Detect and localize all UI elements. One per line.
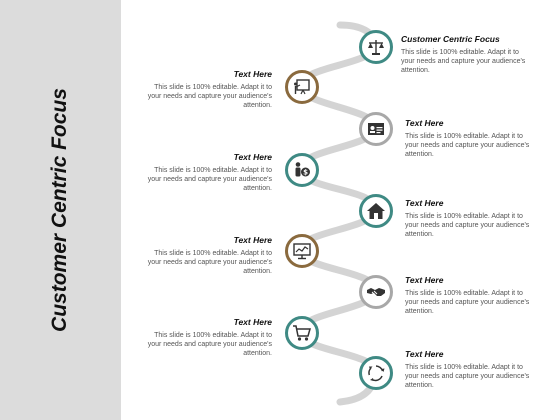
node-9: [359, 356, 393, 390]
node-7: [359, 275, 393, 309]
text-block-1: [401, 34, 526, 75]
block-description: This slide is 100% editable. Adapt it to your needs and capture your audience's attention.: [405, 133, 530, 158]
block-title: Text Here: [233, 69, 272, 79]
block-title: Text Here: [405, 198, 444, 208]
side-title: Customer Centric Focus: [48, 88, 71, 332]
id-card-icon: [366, 119, 386, 139]
scale-icon: [366, 37, 386, 57]
block-title: Text Here: [233, 152, 272, 162]
node-8: [285, 316, 319, 350]
block-title: Text Here: [233, 317, 272, 327]
text-block-3: [405, 118, 530, 159]
block-title: Text Here: [405, 349, 444, 359]
cycle-arrows-icon: [366, 363, 386, 383]
block-description: This slide is 100% editable. Adapt it to your needs and capture your audience's attention.: [405, 213, 530, 238]
text-block-9: [405, 349, 530, 390]
block-description: This slide is 100% editable. Adapt it to your needs and capture your audience's attention.: [147, 250, 272, 275]
block-description: This slide is 100% editable. Adapt it to your needs and capture your audience's attention.: [401, 49, 526, 74]
node-3: [359, 112, 393, 146]
block-title: Customer Centric Focus: [401, 34, 500, 44]
svg-text:$: $: [303, 168, 308, 177]
block-description: This slide is 100% editable. Adapt it to your needs and capture your audience's attention.: [405, 364, 530, 389]
person-dollar-icon: [292, 160, 312, 180]
block-title: Text Here: [405, 118, 444, 128]
block-title: Text Here: [405, 275, 444, 285]
text-block-6: [147, 235, 272, 276]
text-block-5: [405, 198, 530, 239]
node-1: [359, 30, 393, 64]
node-6: [285, 234, 319, 268]
text-block-8: [147, 317, 272, 358]
handshake-icon: [366, 282, 386, 302]
block-title: Text Here: [233, 235, 272, 245]
text-block-7: [405, 275, 530, 316]
home-icon: [366, 201, 386, 221]
node-5: [359, 194, 393, 228]
shopping-cart-icon: [292, 323, 312, 343]
block-description: This slide is 100% editable. Adapt it to your needs and capture your audience's attention.: [147, 167, 272, 192]
monitor-chart-icon: [292, 241, 312, 261]
presentation-board-icon: [292, 77, 312, 97]
block-description: This slide is 100% editable. Adapt it to your needs and capture your audience's attention.: [147, 84, 272, 109]
node-2: [285, 70, 319, 104]
block-description: This slide is 100% editable. Adapt it to your needs and capture your audience's attention.: [147, 332, 272, 357]
node-4: [285, 153, 319, 187]
text-block-2: [147, 69, 272, 110]
block-description: This slide is 100% editable. Adapt it to your needs and capture your audience's attention.: [405, 290, 530, 315]
text-block-4: [147, 152, 272, 193]
